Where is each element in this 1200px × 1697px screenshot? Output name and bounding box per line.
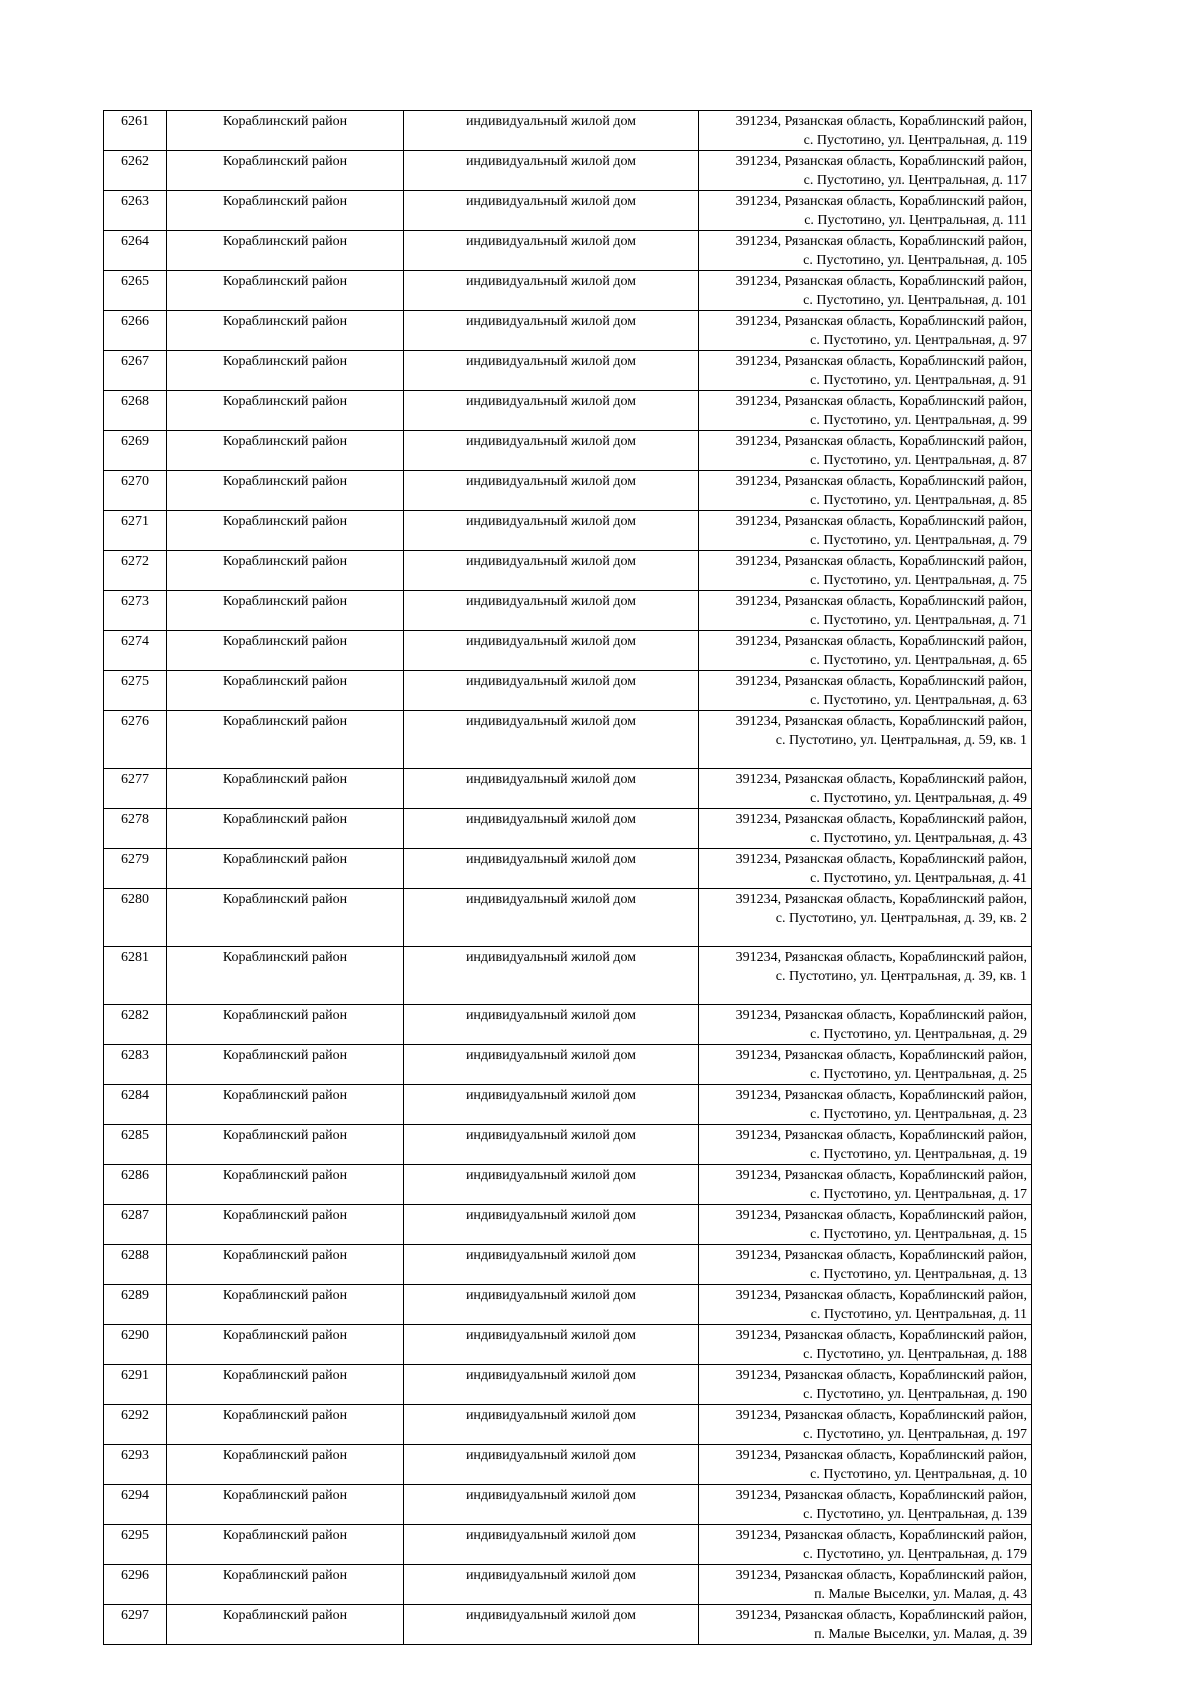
address-line-1: 391234, Рязанская область, Кораблинский район, bbox=[735, 194, 1027, 209]
district-cell: Кораблинский район bbox=[167, 947, 404, 1005]
address-line-1: 391234, Рязанская область, Кораблинский район, bbox=[735, 314, 1027, 329]
address-line-2: с. Пустотино, ул. Центральная, д. 71 bbox=[810, 613, 1027, 628]
address-cell bbox=[699, 1205, 1032, 1245]
address-line-2: с. Пустотино, ул. Центральная, д. 119 bbox=[803, 133, 1027, 148]
address-line-2: с. Пустотино, ул. Центральная, д. 85 bbox=[810, 493, 1027, 508]
object-type-cell: индивидуальный жилой дом bbox=[404, 1165, 699, 1205]
district-cell: Кораблинский район bbox=[167, 311, 404, 351]
address-cell bbox=[699, 1245, 1032, 1285]
address-cell bbox=[699, 1045, 1032, 1085]
address-cell bbox=[699, 809, 1032, 849]
district-cell: Кораблинский район bbox=[167, 809, 404, 849]
object-type-cell: индивидуальный жилой дом bbox=[404, 591, 699, 631]
address-cell bbox=[699, 1405, 1032, 1445]
district-cell: Кораблинский район bbox=[167, 151, 404, 191]
row-number-cell: 6271 bbox=[104, 511, 167, 551]
address-line-1: 391234, Рязанская область, Кораблинский район, bbox=[735, 594, 1027, 609]
address-line-2: с. Пустотино, ул. Центральная, д. 15 bbox=[810, 1227, 1027, 1242]
address-line-1: 391234, Рязанская область, Кораблинский район, bbox=[735, 1328, 1027, 1343]
row-number-cell: 6282 bbox=[104, 1005, 167, 1045]
district-cell: Кораблинский район bbox=[167, 471, 404, 511]
object-type-cell: индивидуальный жилой дом bbox=[404, 551, 699, 591]
table-row bbox=[104, 889, 1032, 947]
address-line-1: 391234, Рязанская область, Кораблинский район, bbox=[735, 1248, 1027, 1263]
address-line-1: 391234, Рязанская область, Кораблинский район, bbox=[735, 1568, 1027, 1583]
address-line-2: с. Пустотино, ул. Центральная, д. 49 bbox=[810, 791, 1027, 806]
object-type-cell: индивидуальный жилой дом bbox=[404, 1365, 699, 1405]
address-cell bbox=[699, 1525, 1032, 1565]
object-type-cell: индивидуальный жилой дом bbox=[404, 1285, 699, 1325]
row-number-cell: 6273 bbox=[104, 591, 167, 631]
row-number-cell: 6291 bbox=[104, 1365, 167, 1405]
address-line-2: с. Пустотино, ул. Центральная, д. 29 bbox=[810, 1027, 1027, 1042]
address-line-2: с. Пустотино, ул. Центральная, д. 25 bbox=[810, 1067, 1027, 1082]
address-cell bbox=[699, 711, 1032, 769]
table-row bbox=[104, 351, 1032, 391]
table-row bbox=[104, 631, 1032, 671]
address-cell bbox=[699, 1325, 1032, 1365]
row-number-cell: 6262 bbox=[104, 151, 167, 191]
table-row bbox=[104, 1205, 1032, 1245]
table-row bbox=[104, 471, 1032, 511]
address-cell bbox=[699, 1365, 1032, 1405]
address-line-1: 391234, Рязанская область, Кораблинский район, bbox=[735, 394, 1027, 409]
address-line-2: с. Пустотино, ул. Центральная, д. 139 bbox=[803, 1507, 1027, 1522]
object-type-cell: индивидуальный жилой дом bbox=[404, 1125, 699, 1165]
address-line-2: п. Малые Выселки, ул. Малая, д. 43 bbox=[814, 1587, 1027, 1602]
object-type-cell: индивидуальный жилой дом bbox=[404, 271, 699, 311]
address-line-2: с. Пустотино, ул. Центральная, д. 63 bbox=[810, 693, 1027, 708]
row-number-cell: 6267 bbox=[104, 351, 167, 391]
table-row bbox=[104, 391, 1032, 431]
object-type-cell: индивидуальный жилой дом bbox=[404, 151, 699, 191]
table-row bbox=[104, 271, 1032, 311]
row-number-cell: 6287 bbox=[104, 1205, 167, 1245]
address-cell bbox=[699, 431, 1032, 471]
address-line-2: с. Пустотино, ул. Центральная, д. 65 bbox=[810, 653, 1027, 668]
row-number-cell: 6288 bbox=[104, 1245, 167, 1285]
object-type-cell: индивидуальный жилой дом bbox=[404, 849, 699, 889]
table-row bbox=[104, 1325, 1032, 1365]
row-number-cell: 6268 bbox=[104, 391, 167, 431]
address-line-2: с. Пустотино, ул. Центральная, д. 11 bbox=[810, 1307, 1027, 1322]
address-line-1: 391234, Рязанская область, Кораблинский район, bbox=[735, 1528, 1027, 1543]
district-cell: Кораблинский район bbox=[167, 1085, 404, 1125]
address-line-1: 391234, Рязанская область, Кораблинский район, bbox=[735, 474, 1027, 489]
address-cell bbox=[699, 231, 1032, 271]
row-number-cell: 6270 bbox=[104, 471, 167, 511]
object-type-cell: индивидуальный жилой дом bbox=[404, 631, 699, 671]
address-cell bbox=[699, 391, 1032, 431]
address-cell bbox=[699, 1605, 1032, 1645]
row-number-cell: 6281 bbox=[104, 947, 167, 1005]
address-cell bbox=[699, 1085, 1032, 1125]
row-number-cell: 6294 bbox=[104, 1485, 167, 1525]
district-cell: Кораблинский район bbox=[167, 1045, 404, 1085]
address-cell bbox=[699, 111, 1032, 151]
address-line-2: с. Пустотино, ул. Центральная, д. 91 bbox=[810, 373, 1027, 388]
table-row bbox=[104, 947, 1032, 1005]
address-line-2: с. Пустотино, ул. Центральная, д. 179 bbox=[803, 1547, 1027, 1562]
table-row bbox=[104, 151, 1032, 191]
address-cell bbox=[699, 889, 1032, 947]
district-cell: Кораблинский район bbox=[167, 1365, 404, 1405]
row-number-cell: 6284 bbox=[104, 1085, 167, 1125]
address-line-2: с. Пустотино, ул. Центральная, д. 75 bbox=[810, 573, 1027, 588]
address-line-1: 391234, Рязанская область, Кораблинский район, bbox=[735, 114, 1027, 129]
table-row bbox=[104, 1565, 1032, 1605]
object-type-cell: индивидуальный жилой дом bbox=[404, 391, 699, 431]
address-cell bbox=[699, 671, 1032, 711]
object-type-cell: индивидуальный жилой дом bbox=[404, 311, 699, 351]
address-cell bbox=[699, 551, 1032, 591]
object-type-cell: индивидуальный жилой дом bbox=[404, 1005, 699, 1045]
address-cell bbox=[699, 271, 1032, 311]
address-cell bbox=[699, 591, 1032, 631]
table-row bbox=[104, 551, 1032, 591]
object-type-cell: индивидуальный жилой дом bbox=[404, 1085, 699, 1125]
row-number-cell: 6289 bbox=[104, 1285, 167, 1325]
address-line-1: 391234, Рязанская область, Кораблинский район, bbox=[735, 1048, 1027, 1063]
row-number-cell: 6263 bbox=[104, 191, 167, 231]
table-row bbox=[104, 311, 1032, 351]
address-line-1: 391234, Рязанская область, Кораблинский район, bbox=[735, 714, 1027, 729]
address-line-1: 391234, Рязанская область, Кораблинский район, bbox=[735, 1168, 1027, 1183]
address-cell bbox=[699, 1445, 1032, 1485]
table-row bbox=[104, 809, 1032, 849]
district-cell: Кораблинский район bbox=[167, 1325, 404, 1365]
table-row bbox=[104, 1285, 1032, 1325]
address-line-1: 391234, Рязанская область, Кораблинский район, bbox=[735, 812, 1027, 827]
district-cell: Кораблинский район bbox=[167, 511, 404, 551]
district-cell: Кораблинский район bbox=[167, 551, 404, 591]
district-cell: Кораблинский район bbox=[167, 1565, 404, 1605]
district-cell: Кораблинский район bbox=[167, 769, 404, 809]
address-line-1: 391234, Рязанская область, Кораблинский район, bbox=[735, 674, 1027, 689]
table-body bbox=[104, 111, 1032, 1645]
district-cell: Кораблинский район bbox=[167, 1525, 404, 1565]
object-type-cell: индивидуальный жилой дом bbox=[404, 1205, 699, 1245]
address-line-1: 391234, Рязанская область, Кораблинский район, bbox=[735, 274, 1027, 289]
address-line-2: с. Пустотино, ул. Центральная, д. 197 bbox=[803, 1427, 1027, 1442]
address-line-2: с. Пустотино, ул. Центральная, д. 79 bbox=[810, 533, 1027, 548]
object-type-cell: индивидуальный жилой дом bbox=[404, 111, 699, 151]
address-line-1: 391234, Рязанская область, Кораблинский район, bbox=[735, 634, 1027, 649]
table-row bbox=[104, 671, 1032, 711]
district-cell: Кораблинский район bbox=[167, 1485, 404, 1525]
address-line-2: с. Пустотино, ул. Центральная, д. 87 bbox=[810, 453, 1027, 468]
object-type-cell: индивидуальный жилой дом bbox=[404, 1405, 699, 1445]
district-cell: Кораблинский район bbox=[167, 351, 404, 391]
address-line-2: с. Пустотино, ул. Центральная, д. 39, кв. 2 bbox=[775, 911, 1027, 926]
row-number-cell: 6275 bbox=[104, 671, 167, 711]
row-number-cell: 6274 bbox=[104, 631, 167, 671]
address-line-1: 391234, Рязанская область, Кораблинский район, bbox=[735, 1408, 1027, 1423]
address-line-2: с. Пустотино, ул. Центральная, д. 97 bbox=[810, 333, 1027, 348]
address-line-2: с. Пустотино, ул. Центральная, д. 39, кв. 1 bbox=[775, 969, 1027, 984]
row-number-cell: 6277 bbox=[104, 769, 167, 809]
object-type-cell: индивидуальный жилой дом bbox=[404, 191, 699, 231]
row-number-cell: 6276 bbox=[104, 711, 167, 769]
table-row bbox=[104, 1605, 1032, 1645]
object-type-cell: индивидуальный жилой дом bbox=[404, 511, 699, 551]
row-number-cell: 6290 bbox=[104, 1325, 167, 1365]
object-type-cell: индивидуальный жилой дом bbox=[404, 671, 699, 711]
address-line-1: 391234, Рязанская область, Кораблинский район, bbox=[735, 950, 1027, 965]
district-cell: Кораблинский район bbox=[167, 631, 404, 671]
address-cell bbox=[699, 151, 1032, 191]
address-line-2: с. Пустотино, ул. Центральная, д. 101 bbox=[803, 293, 1027, 308]
address-line-1: 391234, Рязанская область, Кораблинский район, bbox=[735, 354, 1027, 369]
row-number-cell: 6296 bbox=[104, 1565, 167, 1605]
object-type-cell: индивидуальный жилой дом bbox=[404, 947, 699, 1005]
district-cell: Кораблинский район bbox=[167, 431, 404, 471]
table-row bbox=[104, 1365, 1032, 1405]
address-line-1: 391234, Рязанская область, Кораблинский район, bbox=[735, 234, 1027, 249]
address-cell bbox=[699, 311, 1032, 351]
address-cell bbox=[699, 511, 1032, 551]
address-line-2: с. Пустотино, ул. Центральная, д. 19 bbox=[810, 1147, 1027, 1162]
table-row bbox=[104, 849, 1032, 889]
address-line-1: 391234, Рязанская область, Кораблинский район, bbox=[735, 892, 1027, 907]
table-row bbox=[104, 1485, 1032, 1525]
object-type-cell: индивидуальный жилой дом bbox=[404, 231, 699, 271]
address-line-1: 391234, Рязанская область, Кораблинский район, bbox=[735, 1448, 1027, 1463]
address-line-1: 391234, Рязанская область, Кораблинский район, bbox=[735, 154, 1027, 169]
address-line-2: с. Пустотино, ул. Центральная, д. 43 bbox=[810, 831, 1027, 846]
object-type-cell: индивидуальный жилой дом bbox=[404, 431, 699, 471]
district-cell: Кораблинский район bbox=[167, 111, 404, 151]
row-number-cell: 6269 bbox=[104, 431, 167, 471]
address-line-1: 391234, Рязанская область, Кораблинский район, bbox=[735, 514, 1027, 529]
district-cell: Кораблинский район bbox=[167, 1405, 404, 1445]
table-row bbox=[104, 1525, 1032, 1565]
address-cell bbox=[699, 471, 1032, 511]
address-line-2: с. Пустотино, ул. Центральная, д. 23 bbox=[810, 1107, 1027, 1122]
table-row bbox=[104, 591, 1032, 631]
address-line-1: 391234, Рязанская область, Кораблинский район, bbox=[735, 1128, 1027, 1143]
row-number-cell: 6286 bbox=[104, 1165, 167, 1205]
object-type-cell: индивидуальный жилой дом bbox=[404, 889, 699, 947]
address-cell bbox=[699, 1165, 1032, 1205]
district-cell: Кораблинский район bbox=[167, 1205, 404, 1245]
table-row bbox=[104, 1085, 1032, 1125]
address-line-2: с. Пустотино, ул. Центральная, д. 59, кв. 1 bbox=[775, 733, 1027, 748]
district-cell: Кораблинский район bbox=[167, 849, 404, 889]
address-line-2: с. Пустотино, ул. Центральная, д. 17 bbox=[810, 1187, 1027, 1202]
address-line-1: 391234, Рязанская область, Кораблинский район, bbox=[735, 554, 1027, 569]
district-cell: Кораблинский район bbox=[167, 1125, 404, 1165]
object-type-cell: индивидуальный жилой дом bbox=[404, 711, 699, 769]
district-cell: Кораблинский район bbox=[167, 231, 404, 271]
table-row bbox=[104, 1245, 1032, 1285]
address-cell bbox=[699, 631, 1032, 671]
table-row bbox=[104, 191, 1032, 231]
address-line-1: 391234, Рязанская область, Кораблинский район, bbox=[735, 1488, 1027, 1503]
address-line-2: с. Пустотино, ул. Центральная, д. 13 bbox=[810, 1267, 1027, 1282]
address-line-2: с. Пустотино, ул. Центральная, д. 10 bbox=[810, 1467, 1027, 1482]
row-number-cell: 6292 bbox=[104, 1405, 167, 1445]
table-row bbox=[104, 1445, 1032, 1485]
row-number-cell: 6297 bbox=[104, 1605, 167, 1645]
address-cell bbox=[699, 1005, 1032, 1045]
table-row bbox=[104, 111, 1032, 151]
address-line-2: с. Пустотино, ул. Центральная, д. 41 bbox=[810, 871, 1027, 886]
district-cell: Кораблинский район bbox=[167, 591, 404, 631]
address-cell bbox=[699, 769, 1032, 809]
address-cell bbox=[699, 1565, 1032, 1605]
address-line-1: 391234, Рязанская область, Кораблинский район, bbox=[735, 852, 1027, 867]
address-line-2: п. Малые Выселки, ул. Малая, д. 39 bbox=[814, 1627, 1027, 1642]
table-row bbox=[104, 1405, 1032, 1445]
district-cell: Кораблинский район bbox=[167, 1605, 404, 1645]
address-cell bbox=[699, 947, 1032, 1005]
address-line-1: 391234, Рязанская область, Кораблинский район, bbox=[735, 1288, 1027, 1303]
address-line-1: 391234, Рязанская область, Кораблинский район, bbox=[735, 1208, 1027, 1223]
address-cell bbox=[699, 351, 1032, 391]
district-cell: Кораблинский район bbox=[167, 191, 404, 231]
row-number-cell: 6265 bbox=[104, 271, 167, 311]
table-row bbox=[104, 1165, 1032, 1205]
row-number-cell: 6278 bbox=[104, 809, 167, 849]
object-type-cell: индивидуальный жилой дом bbox=[404, 1325, 699, 1365]
table-row bbox=[104, 1005, 1032, 1045]
district-cell: Кораблинский район bbox=[167, 1245, 404, 1285]
address-line-2: с. Пустотино, ул. Центральная, д. 190 bbox=[803, 1387, 1027, 1402]
address-line-2: с. Пустотино, ул. Центральная, д. 111 bbox=[804, 213, 1027, 228]
row-number-cell: 6285 bbox=[104, 1125, 167, 1165]
district-cell: Кораблинский район bbox=[167, 391, 404, 431]
address-line-2: с. Пустотино, ул. Центральная, д. 188 bbox=[803, 1347, 1027, 1362]
address-line-2: с. Пустотино, ул. Центральная, д. 105 bbox=[803, 253, 1027, 268]
row-number-cell: 6293 bbox=[104, 1445, 167, 1485]
district-cell: Кораблинский район bbox=[167, 1285, 404, 1325]
table-row bbox=[104, 711, 1032, 769]
address-line-1: 391234, Рязанская область, Кораблинский район, bbox=[735, 772, 1027, 787]
district-cell: Кораблинский район bbox=[167, 671, 404, 711]
district-cell: Кораблинский район bbox=[167, 271, 404, 311]
row-number-cell: 6280 bbox=[104, 889, 167, 947]
object-type-cell: индивидуальный жилой дом bbox=[404, 809, 699, 849]
address-line-1: 391234, Рязанская область, Кораблинский район, bbox=[735, 1008, 1027, 1023]
housing-registry-table bbox=[103, 110, 1032, 1645]
row-number-cell: 6266 bbox=[104, 311, 167, 351]
district-cell: Кораблинский район bbox=[167, 1165, 404, 1205]
object-type-cell: индивидуальный жилой дом bbox=[404, 1445, 699, 1485]
object-type-cell: индивидуальный жилой дом bbox=[404, 1565, 699, 1605]
row-number-cell: 6279 bbox=[104, 849, 167, 889]
object-type-cell: индивидуальный жилой дом bbox=[404, 1045, 699, 1085]
row-number-cell: 6261 bbox=[104, 111, 167, 151]
row-number-cell: 6272 bbox=[104, 551, 167, 591]
object-type-cell: индивидуальный жилой дом bbox=[404, 1245, 699, 1285]
object-type-cell: индивидуальный жилой дом bbox=[404, 1485, 699, 1525]
table-row bbox=[104, 1125, 1032, 1165]
address-line-1: 391234, Рязанская область, Кораблинский район, bbox=[735, 1368, 1027, 1383]
address-line-1: 391234, Рязанская область, Кораблинский район, bbox=[735, 1608, 1027, 1623]
address-cell bbox=[699, 191, 1032, 231]
district-cell: Кораблинский район bbox=[167, 1005, 404, 1045]
address-line-1: 391234, Рязанская область, Кораблинский район, bbox=[735, 1088, 1027, 1103]
address-cell bbox=[699, 1125, 1032, 1165]
address-line-2: с. Пустотино, ул. Центральная, д. 117 bbox=[803, 173, 1027, 188]
district-cell: Кораблинский район bbox=[167, 711, 404, 769]
object-type-cell: индивидуальный жилой дом bbox=[404, 351, 699, 391]
table-row bbox=[104, 231, 1032, 271]
table-row bbox=[104, 511, 1032, 551]
district-cell: Кораблинский район bbox=[167, 889, 404, 947]
address-cell bbox=[699, 1285, 1032, 1325]
object-type-cell: индивидуальный жилой дом bbox=[404, 471, 699, 511]
district-cell: Кораблинский район bbox=[167, 1445, 404, 1485]
table-row bbox=[104, 1045, 1032, 1085]
table-row bbox=[104, 769, 1032, 809]
address-cell bbox=[699, 849, 1032, 889]
address-line-1: 391234, Рязанская область, Кораблинский район, bbox=[735, 434, 1027, 449]
row-number-cell: 6264 bbox=[104, 231, 167, 271]
address-cell bbox=[699, 1485, 1032, 1525]
row-number-cell: 6295 bbox=[104, 1525, 167, 1565]
object-type-cell: индивидуальный жилой дом bbox=[404, 1605, 699, 1645]
object-type-cell: индивидуальный жилой дом bbox=[404, 1525, 699, 1565]
row-number-cell: 6283 bbox=[104, 1045, 167, 1085]
address-line-2: с. Пустотино, ул. Центральная, д. 99 bbox=[810, 413, 1027, 428]
object-type-cell: индивидуальный жилой дом bbox=[404, 769, 699, 809]
table-row bbox=[104, 431, 1032, 471]
